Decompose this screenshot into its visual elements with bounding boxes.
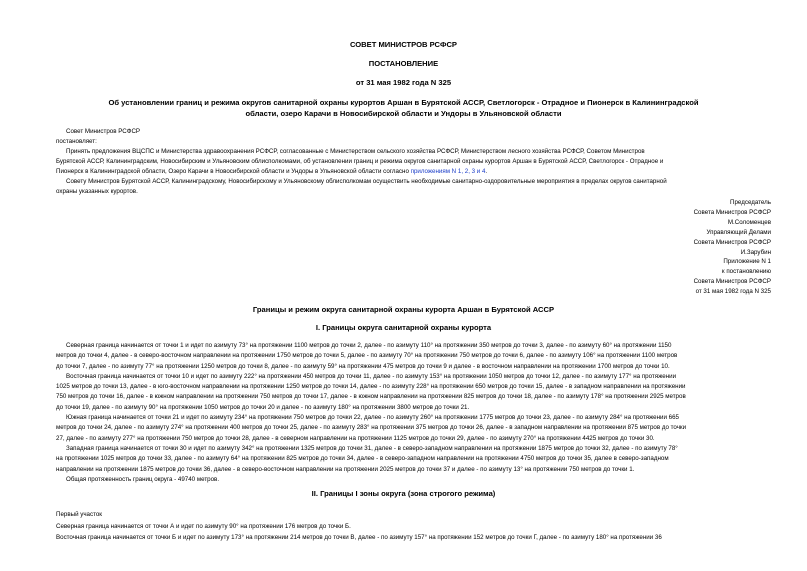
signature-line: Управляющий Делами [706,228,771,236]
section-1-line: метров до точки 4, далее - в северо-восточном направлении на протяжении 1750 метров до точки 5, далее - по азимуту 70° на протяжении 750 метров до точки 6, далее - по азимуту 106° на протяжении 1100 метров [56,352,678,360]
paragraph-1-end: . [485,168,488,175]
paragraph-1-line [56,167,771,177]
section-2-line: Северная граница начинается от точки А и идет по азимуту 90° на протяжении 176 метров до точки Б. [56,522,351,530]
date-line: от 31 мая 1982 года N 325 [355,78,452,87]
paragraph-2-line: Совету Министров Бурятской АССР, Калининградскому, Новосибирскому и Ульяновскому облисполкомам осуществить необходимые санитарно-оздоровительные мероприятия в пределах округов санитарной [66,178,667,185]
appendices-link[interactable]: приложениям N 1, 2, 3 и 4 [410,168,486,175]
section-1-line: Общая протяженность границ округа - 49740 метров. [66,475,220,483]
appendix-ref-line: Совета Министров РСФСР [693,278,771,286]
signature-block [694,198,771,297]
section-1-line: Южная граница начинается от точки 21 и идет по азимуту 234° на протяжении 750 метров до точки 22, далее - по азимуту 260° на протяжении 1775 метров до точки 23, далее - по азимуту 284° на протяжении 665 [66,414,679,422]
section-1-line: Западная граница начинается от точки 30 и идет по азимуту 342° на протяжении 1325 метров до точки 31, далее - в северо-западном направлении на протяжении 1875 метров до точки 32, далее - по азимуту 78° [66,444,678,452]
section-1-title: I. Границы округа санитарной охраны курорта [315,323,492,332]
section-2-line: Восточная граница начинается от точки Б и идет по азимуту 173° на протяжении 214 метров до точки В, далее - по азимуту 157° на протяжении 152 метров до точки Г, далее - по азимуту 180° на протяжении 36 [56,534,662,541]
paragraph-1-text: Пионерск в Калининградской области, Озеро Карачи в Новосибирской области и Ундоры в Ульяновской области согласно [56,168,411,175]
section-2-line: Первый участок [56,511,103,518]
preamble-line: постановляет: [56,138,97,145]
section-1-line: на протяжении 1025 метров до точки 33, далее - по азимуту 64° на протяжении 825 метров до точки 34, далее - в северо-западном направлении на протяжении 4750 метров до точки 35, далее в северо-западном [56,455,669,463]
document-title-line-2: области, озеро Карачи в Новосибирской области и Ундоры в Ульяновской области [245,109,562,118]
signature-line: И.Зарубин [740,248,771,256]
preamble-block [56,127,771,197]
paragraph-2-line: охраны указанных курортов. [56,188,138,195]
section-2-title: II. Границы I зоны округа (зона строгого режима) [311,489,496,498]
doc-type-heading: ПОСТАНОВЛЕНИЕ [368,59,439,68]
signature-line: Совета Министров РСФСР [693,238,771,246]
section-1-line: Северная граница начинается от точки 1 и идет по азимуту 73° на протяжении 1100 метров до точки 2, далее - по азимуту 110° на протяжении 350 метров до точки 3, далее - по азимуту 60° на протяжении 1150 [66,342,672,349]
preamble-line: Совет Министров РСФСР [66,128,141,135]
section-1-line: 750 метров до точки 16, далее - в южном направлении на протяжении 750 метров до точки 17, далее - в южном направлении на протяжении 825 метров до точки 18, далее - по азимуту 178° на протяжении 2925 метров [56,393,686,401]
signature-line: М.Соломенцев [727,218,771,226]
appendix-ref-line: от 31 мая 1982 года N 325 [695,288,771,296]
section-1-line: 27, далее - по азимуту 277° на протяжении 750 метров до точки 28, далее - в северном направлении на протяжении 1125 метров до точки 29, далее - по азимуту 270° на протяжении 4425 метров до точки 30. [56,434,655,442]
section-2-text [56,509,771,544]
paragraph-1-line: Принять предложения ВЦСПС и Министерства здравоохранения РСФСР, согласованные с Министерством сельского хозяйства РСФСР, Министерством лесного хозяйства РСФСР, Советом Министров [66,148,645,155]
section-1-line: до точки 7, далее - по азимуту 77° на протяжении 1250 метров до точки 8, далее - по азимуту 59° на протяжении 475 метров до точки 9 и далее - в восточном направлении на протяжении 1700 метров до точки 10. [56,362,670,370]
appendix-ref-line: Приложение N 1 [723,258,771,266]
document-title-line-1: Об установлении границ и режима округов санитарной охраны курортов Аршан в Бурятской АССР, Светлогорск - Отрадное и Пионерск в Калининградской [108,98,699,107]
signature-line: Совета Министров РСФСР [693,208,771,216]
section-1-line: до точки 19, далее - по азимуту 90° на протяжении 1050 метров до точки 20 и далее - по азимуту 180° на протяжении 3800 метров до точки 21. [56,403,470,411]
section-1-line: Восточная граница начинается от точки 10 и идет по азимуту 222° на протяжении 450 метров до точки 11, далее - по азимуту 153° на протяжении 1050 метров до точки 12, далее - по азимуту 177° на протяжении [66,372,677,380]
paragraph-1-line: Бурятской АССР, Калининградским, Новосибирским и Ульяновским облисполкомами, об установлении границ и режима округов санитарной охраны курортов Аршан в Бурятской АССР, Светлогорск - Отрадное и [56,158,664,165]
section-1-line: метров до точки 24, далее - по азимуту 274° на протяжении 400 метров до точки 25, далее - по азимуту 283° на протяжении 375 метров до точки 26, далее - в западном направлении на протяжении 875 метров до точки [56,424,687,432]
signature-line: Председатель [730,199,771,206]
section-1-line: 1025 метров до точки 13, далее - в юго-восточном направлении на протяжении 1250 метров до точки 14, далее - по азимуту 228° на протяжении 650 метров до точки 15, далее - в западном направлении на протяжении [56,383,686,391]
section-1-text [56,341,771,485]
appendix-title: Границы и режим округа санитарной охраны курорта Аршан в Бурятской АССР [252,305,555,314]
appendix-ref-line: к постановлению [721,268,771,276]
section-1-line: направлении на протяжении 1875 метров до точки 36, далее - в северо-восточном направлении на протяжении 2025 метров до точки 37 и далее - по азимуту 13° на протяжении 750 метров до точки 1. [56,465,635,473]
council-heading: СОВЕТ МИНИСТРОВ РСФСР [349,40,457,49]
